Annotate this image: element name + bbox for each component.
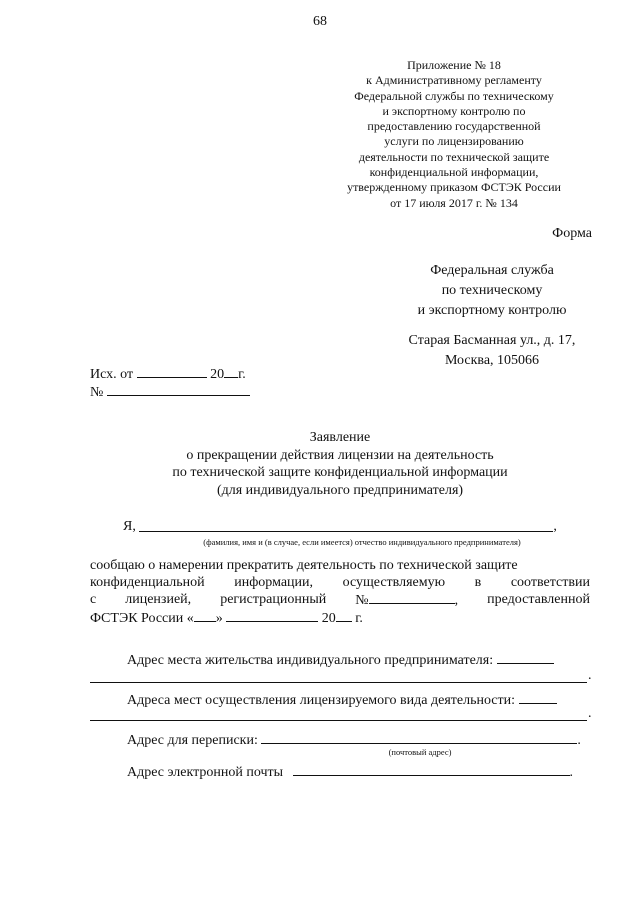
statement-line-1: сообщаю о намерении прекратить деятельность по технической защите bbox=[90, 558, 518, 573]
outgoing-year-prefix: 20 bbox=[210, 367, 225, 382]
residence-address-row bbox=[127, 651, 554, 669]
mailing-address-field[interactable] bbox=[261, 731, 577, 744]
applicant-name-field[interactable] bbox=[139, 517, 553, 532]
form-label: Форма bbox=[552, 226, 592, 241]
statement-body bbox=[90, 557, 590, 627]
appendix-line: Федеральной службы по техническому bbox=[354, 88, 554, 103]
word: г. bbox=[355, 611, 363, 626]
title-line: по технической защите конфиденциальной информации bbox=[172, 465, 508, 480]
word: предоставленной bbox=[487, 592, 590, 607]
appendix-line: Приложение № 18 bbox=[407, 58, 501, 72]
title-line: (для индивидуального предпринимателя) bbox=[216, 482, 464, 498]
residence-address-field[interactable] bbox=[497, 651, 554, 664]
appendix-line: конфиденциальной информации, bbox=[369, 165, 539, 180]
license-day-field[interactable] bbox=[194, 609, 216, 622]
appendix-line: к Административному регламенту bbox=[366, 73, 542, 88]
activity-dot: . bbox=[588, 706, 592, 721]
email-field[interactable] bbox=[293, 763, 570, 776]
registration-number-field[interactable] bbox=[369, 591, 455, 604]
word: 20 bbox=[321, 611, 336, 626]
mailing-address-hint: (почтовый адрес) bbox=[388, 747, 452, 757]
activity-address-continuation[interactable] bbox=[90, 710, 587, 721]
word: с bbox=[90, 592, 97, 607]
email-dot: . bbox=[569, 765, 574, 780]
outgoing-year-field[interactable] bbox=[224, 365, 238, 378]
recipient-block bbox=[384, 261, 600, 371]
appendix-line: деятельности по технической защите bbox=[358, 149, 550, 164]
applicant-prefix: Я, bbox=[123, 519, 136, 534]
recipient-line: Федеральная служба bbox=[430, 263, 554, 278]
word: информации, bbox=[234, 575, 314, 590]
outgoing-from-label: Исх. от bbox=[90, 367, 134, 382]
email-label: Адрес электронной почты bbox=[127, 765, 284, 780]
mailing-address-label: Адрес для переписки: bbox=[127, 733, 258, 748]
word: , bbox=[454, 593, 459, 608]
title-line: Заявление bbox=[309, 430, 371, 445]
appendix-line: утвержденному приказом ФСТЭК России bbox=[347, 180, 561, 195]
word: конфиденциальной bbox=[90, 575, 205, 590]
title-line: о прекращении действия лицензии на деятельность bbox=[186, 447, 494, 463]
page-number: 68 bbox=[313, 14, 327, 29]
activity-address-label: Адреса мест осуществления лицензируемого вида деятельности: bbox=[127, 693, 516, 708]
word: лицензией, bbox=[125, 592, 192, 607]
mailing-dot: . bbox=[577, 733, 581, 748]
email-row bbox=[127, 763, 573, 781]
outgoing-reference bbox=[90, 365, 250, 401]
appendix-line: и экспортному контролю по bbox=[382, 103, 526, 118]
word: в bbox=[474, 575, 482, 590]
appendix-header bbox=[340, 58, 568, 211]
residence-dot: . bbox=[588, 668, 592, 683]
word: № bbox=[355, 593, 369, 608]
outgoing-number-field[interactable] bbox=[107, 383, 250, 396]
appendix-line: услуги по лицензированию bbox=[384, 134, 524, 149]
outgoing-date-field[interactable] bbox=[137, 365, 207, 378]
license-month-field[interactable] bbox=[226, 609, 318, 622]
residence-address-continuation[interactable] bbox=[90, 672, 587, 683]
appendix-line: предоставлению государственной bbox=[367, 119, 541, 134]
statement-line-2 bbox=[90, 574, 590, 591]
appendix-line: от 17 июля 2017 г. № 134 bbox=[390, 195, 518, 210]
word: регистрационный bbox=[220, 592, 327, 607]
word: осуществляемую bbox=[342, 575, 446, 590]
recipient-address-line: Старая Басманная ул., д. 17, bbox=[408, 333, 576, 348]
applicant-hint: (фамилия, имя и (в случае, если имеется) отчество индивидуального предпринимателя) bbox=[203, 537, 521, 547]
statement-line-3 bbox=[90, 591, 590, 609]
statement-line-4 bbox=[90, 609, 590, 627]
applicant-suffix: , bbox=[553, 519, 557, 534]
issuer-text: ФСТЭК России « bbox=[90, 611, 194, 626]
word: » bbox=[215, 611, 223, 626]
recipient-line: и экспортному контролю bbox=[417, 303, 567, 318]
recipient-line: по техническому bbox=[441, 283, 543, 298]
applicant-line bbox=[123, 517, 557, 535]
activity-address-row bbox=[127, 691, 557, 709]
residence-address-label: Адрес места жительства индивидуального предпринимателя: bbox=[127, 653, 494, 668]
activity-address-field[interactable] bbox=[519, 691, 557, 704]
outgoing-number-label: № bbox=[90, 385, 104, 400]
recipient-address-line: Москва, 105066 bbox=[444, 353, 540, 368]
outgoing-year-suffix: г. bbox=[238, 367, 246, 382]
word: соответствии bbox=[510, 575, 590, 590]
license-year-field[interactable] bbox=[336, 609, 352, 622]
document-title bbox=[90, 429, 590, 499]
